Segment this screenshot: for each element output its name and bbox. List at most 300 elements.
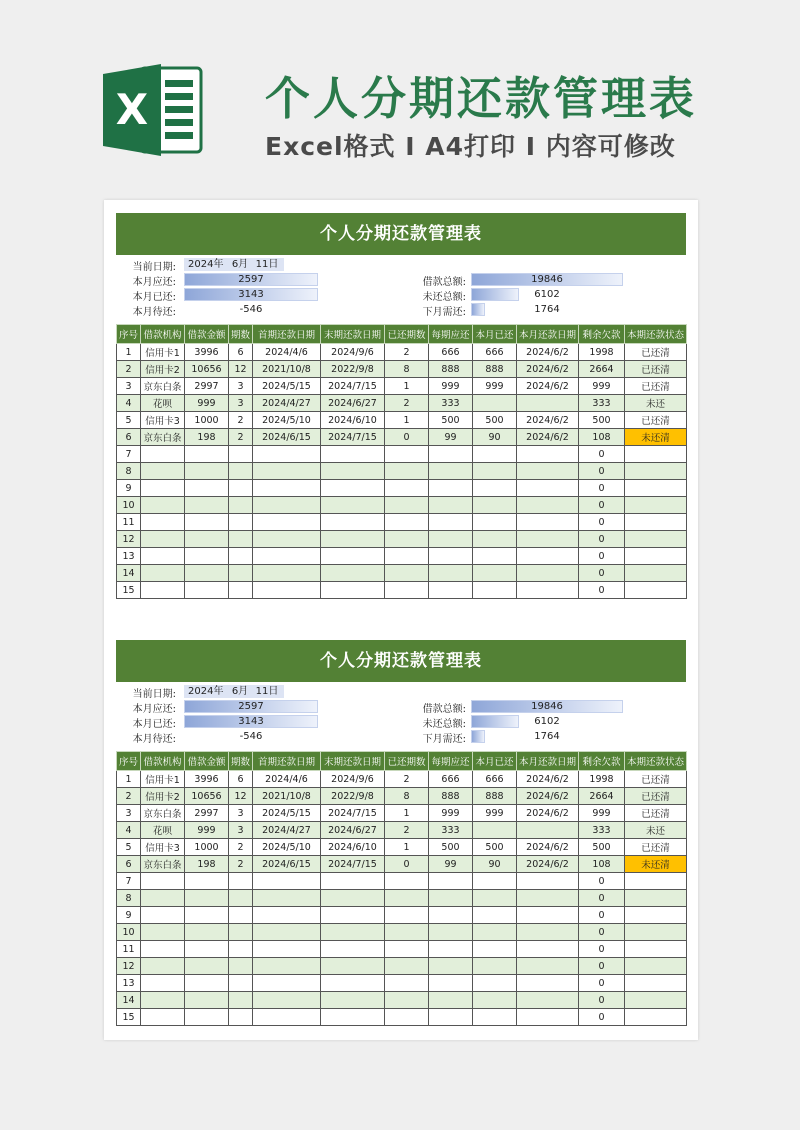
cell-last_date[interactable]: [321, 924, 385, 941]
cell-status[interactable]: [625, 463, 687, 480]
cell-periods[interactable]: 12: [229, 788, 253, 805]
cell-amount[interactable]: 198: [185, 856, 229, 873]
cell-month_date[interactable]: [517, 1009, 579, 1026]
cell-institution[interactable]: 京东白条: [141, 378, 185, 395]
cell-seq[interactable]: 2: [117, 788, 141, 805]
cell-first_date[interactable]: 2024/5/15: [253, 805, 321, 822]
cell-institution[interactable]: 信用卡1: [141, 344, 185, 361]
cell-month_paid[interactable]: 666: [473, 344, 517, 361]
cell-amount[interactable]: 1000: [185, 839, 229, 856]
cell-first_date[interactable]: 2024/6/15: [253, 429, 321, 446]
cell-institution[interactable]: [141, 497, 185, 514]
cell-status[interactable]: [625, 924, 687, 941]
cell-periods[interactable]: 12: [229, 361, 253, 378]
cell-paid_periods[interactable]: [385, 497, 429, 514]
cell-first_date[interactable]: [253, 907, 321, 924]
next-month-due-value[interactable]: 1764: [534, 304, 560, 315]
cell-last_date[interactable]: [321, 958, 385, 975]
cell-seq[interactable]: 6: [117, 429, 141, 446]
cell-paid_periods[interactable]: 1: [385, 805, 429, 822]
cell-month_date[interactable]: 2024/6/2: [517, 361, 579, 378]
cell-periods[interactable]: [229, 873, 253, 890]
cell-month_date[interactable]: 2024/6/2: [517, 856, 579, 873]
cell-month_date[interactable]: [517, 822, 579, 839]
cell-paid_periods[interactable]: 8: [385, 788, 429, 805]
cell-amount[interactable]: [185, 958, 229, 975]
cell-first_date[interactable]: [253, 548, 321, 565]
cell-per_period[interactable]: 666: [429, 771, 473, 788]
cell-remaining[interactable]: 333: [579, 822, 625, 839]
cell-periods[interactable]: 2: [229, 839, 253, 856]
cell-status[interactable]: [625, 992, 687, 1009]
cell-paid_periods[interactable]: 1: [385, 839, 429, 856]
cell-amount[interactable]: [185, 548, 229, 565]
cell-status[interactable]: [625, 565, 687, 582]
cell-seq[interactable]: 1: [117, 344, 141, 361]
cell-institution[interactable]: [141, 1009, 185, 1026]
cell-month_date[interactable]: 2024/6/2: [517, 344, 579, 361]
cell-month_paid[interactable]: [473, 822, 517, 839]
cell-first_date[interactable]: 2024/4/6: [253, 344, 321, 361]
cell-month_paid[interactable]: [473, 1009, 517, 1026]
cell-periods[interactable]: 2: [229, 856, 253, 873]
cell-seq[interactable]: 14: [117, 992, 141, 1009]
cell-paid_periods[interactable]: [385, 446, 429, 463]
cell-per_period[interactable]: 333: [429, 822, 473, 839]
cell-first_date[interactable]: [253, 514, 321, 531]
cell-remaining[interactable]: 0: [579, 514, 625, 531]
month-paid-value[interactable]: 3143: [238, 289, 264, 300]
cell-per_period[interactable]: [429, 514, 473, 531]
cell-paid_periods[interactable]: [385, 924, 429, 941]
cell-institution[interactable]: 信用卡3: [141, 839, 185, 856]
cell-status[interactable]: 未还清: [625, 856, 687, 873]
cell-remaining[interactable]: 0: [579, 531, 625, 548]
cell-amount[interactable]: 198: [185, 429, 229, 446]
cell-institution[interactable]: [141, 975, 185, 992]
cell-month_paid[interactable]: 666: [473, 771, 517, 788]
cell-month_date[interactable]: [517, 395, 579, 412]
cell-first_date[interactable]: [253, 463, 321, 480]
total-borrow-value[interactable]: 19846: [531, 274, 563, 285]
cell-periods[interactable]: 3: [229, 805, 253, 822]
cell-seq[interactable]: 13: [117, 975, 141, 992]
cell-last_date[interactable]: 2022/9/8: [321, 361, 385, 378]
cell-month_date[interactable]: [517, 941, 579, 958]
cell-amount[interactable]: [185, 975, 229, 992]
cell-paid_periods[interactable]: 0: [385, 429, 429, 446]
cell-month_paid[interactable]: [473, 958, 517, 975]
total-borrow-value[interactable]: 19846: [531, 701, 563, 712]
cell-remaining[interactable]: 500: [579, 412, 625, 429]
cell-paid_periods[interactable]: [385, 958, 429, 975]
cell-institution[interactable]: 花呗: [141, 822, 185, 839]
cell-periods[interactable]: 3: [229, 395, 253, 412]
cell-status[interactable]: [625, 446, 687, 463]
cell-amount[interactable]: [185, 941, 229, 958]
cell-last_date[interactable]: [321, 446, 385, 463]
cell-per_period[interactable]: [429, 497, 473, 514]
cell-remaining[interactable]: 0: [579, 992, 625, 1009]
cell-periods[interactable]: 2: [229, 412, 253, 429]
cell-month_date[interactable]: 2024/6/2: [517, 839, 579, 856]
cell-seq[interactable]: 15: [117, 582, 141, 599]
cell-periods[interactable]: [229, 480, 253, 497]
cell-month_date[interactable]: [517, 514, 579, 531]
cell-last_date[interactable]: 2022/9/8: [321, 788, 385, 805]
cell-last_date[interactable]: [321, 1009, 385, 1026]
cell-institution[interactable]: [141, 531, 185, 548]
cell-paid_periods[interactable]: [385, 463, 429, 480]
cell-paid_periods[interactable]: 0: [385, 856, 429, 873]
cell-remaining[interactable]: 0: [579, 924, 625, 941]
cell-periods[interactable]: [229, 446, 253, 463]
cell-status[interactable]: 已还清: [625, 839, 687, 856]
cell-remaining[interactable]: 2664: [579, 361, 625, 378]
cell-month_paid[interactable]: [473, 514, 517, 531]
cell-paid_periods[interactable]: [385, 565, 429, 582]
cell-month_date[interactable]: 2024/6/2: [517, 412, 579, 429]
cell-institution[interactable]: [141, 480, 185, 497]
cell-per_period[interactable]: 500: [429, 412, 473, 429]
cell-paid_periods[interactable]: [385, 890, 429, 907]
cell-per_period[interactable]: 888: [429, 361, 473, 378]
cell-month_date[interactable]: 2024/6/2: [517, 805, 579, 822]
cell-seq[interactable]: 5: [117, 412, 141, 429]
cell-month_paid[interactable]: 888: [473, 788, 517, 805]
cell-seq[interactable]: 8: [117, 890, 141, 907]
cell-month_date[interactable]: [517, 565, 579, 582]
month-due-value[interactable]: 2597: [238, 701, 264, 712]
cell-status[interactable]: [625, 975, 687, 992]
cell-status[interactable]: 已还清: [625, 378, 687, 395]
cell-per_period[interactable]: [429, 582, 473, 599]
cell-remaining[interactable]: 2664: [579, 788, 625, 805]
cell-paid_periods[interactable]: [385, 582, 429, 599]
cell-last_date[interactable]: 2024/6/27: [321, 395, 385, 412]
cell-remaining[interactable]: 0: [579, 1009, 625, 1026]
cell-first_date[interactable]: [253, 924, 321, 941]
cell-seq[interactable]: 5: [117, 839, 141, 856]
cell-amount[interactable]: [185, 907, 229, 924]
cell-status[interactable]: [625, 890, 687, 907]
total-unpaid-value[interactable]: 6102: [534, 716, 560, 727]
cell-seq[interactable]: 10: [117, 497, 141, 514]
cell-amount[interactable]: [185, 565, 229, 582]
cell-month_paid[interactable]: [473, 548, 517, 565]
cell-status[interactable]: 未还清: [625, 429, 687, 446]
cell-seq[interactable]: 6: [117, 856, 141, 873]
cell-amount[interactable]: [185, 514, 229, 531]
cell-seq[interactable]: 11: [117, 941, 141, 958]
cell-month_paid[interactable]: 90: [473, 429, 517, 446]
cell-amount[interactable]: [185, 463, 229, 480]
cell-paid_periods[interactable]: 2: [385, 771, 429, 788]
cell-institution[interactable]: [141, 463, 185, 480]
cell-status[interactable]: [625, 958, 687, 975]
cell-month_paid[interactable]: [473, 890, 517, 907]
cell-seq[interactable]: 12: [117, 531, 141, 548]
cell-paid_periods[interactable]: [385, 480, 429, 497]
cell-periods[interactable]: 3: [229, 378, 253, 395]
cell-paid_periods[interactable]: 2: [385, 395, 429, 412]
cell-first_date[interactable]: 2024/4/27: [253, 822, 321, 839]
cell-paid_periods[interactable]: [385, 531, 429, 548]
cell-periods[interactable]: 2: [229, 429, 253, 446]
cell-month_paid[interactable]: [473, 395, 517, 412]
cell-last_date[interactable]: [321, 992, 385, 1009]
cell-last_date[interactable]: 2024/9/6: [321, 344, 385, 361]
cell-last_date[interactable]: 2024/6/27: [321, 822, 385, 839]
cell-paid_periods[interactable]: [385, 941, 429, 958]
cell-last_date[interactable]: [321, 463, 385, 480]
cell-amount[interactable]: 999: [185, 395, 229, 412]
cell-month_date[interactable]: 2024/6/2: [517, 429, 579, 446]
cell-per_period[interactable]: [429, 565, 473, 582]
cell-institution[interactable]: [141, 514, 185, 531]
cell-month_paid[interactable]: [473, 975, 517, 992]
cell-first_date[interactable]: 2021/10/8: [253, 361, 321, 378]
cell-paid_periods[interactable]: [385, 514, 429, 531]
cell-last_date[interactable]: [321, 514, 385, 531]
cell-remaining[interactable]: 0: [579, 907, 625, 924]
cell-month_paid[interactable]: [473, 531, 517, 548]
cell-status[interactable]: 已还清: [625, 412, 687, 429]
cell-amount[interactable]: 999: [185, 822, 229, 839]
cell-remaining[interactable]: 108: [579, 856, 625, 873]
cell-per_period[interactable]: [429, 531, 473, 548]
cell-periods[interactable]: [229, 941, 253, 958]
cell-per_period[interactable]: [429, 992, 473, 1009]
cell-per_period[interactable]: [429, 958, 473, 975]
cell-per_period[interactable]: [429, 941, 473, 958]
cell-month_paid[interactable]: 999: [473, 378, 517, 395]
cell-status[interactable]: [625, 548, 687, 565]
cell-institution[interactable]: [141, 446, 185, 463]
cell-month_paid[interactable]: [473, 873, 517, 890]
cell-institution[interactable]: [141, 958, 185, 975]
cell-last_date[interactable]: [321, 497, 385, 514]
cell-month_paid[interactable]: [473, 565, 517, 582]
cell-seq[interactable]: 9: [117, 480, 141, 497]
cell-amount[interactable]: 3996: [185, 344, 229, 361]
cell-first_date[interactable]: 2024/4/6: [253, 771, 321, 788]
cell-status[interactable]: 已还清: [625, 361, 687, 378]
cell-remaining[interactable]: 0: [579, 497, 625, 514]
cell-last_date[interactable]: [321, 480, 385, 497]
cell-remaining[interactable]: 0: [579, 463, 625, 480]
cell-remaining[interactable]: 0: [579, 890, 625, 907]
cell-amount[interactable]: [185, 582, 229, 599]
cell-periods[interactable]: [229, 1009, 253, 1026]
cell-periods[interactable]: [229, 924, 253, 941]
next-month-due-value[interactable]: 1764: [534, 731, 560, 742]
cell-per_period[interactable]: 888: [429, 788, 473, 805]
cell-status[interactable]: [625, 907, 687, 924]
cell-seq[interactable]: 4: [117, 395, 141, 412]
total-unpaid-value[interactable]: 6102: [534, 289, 560, 300]
cell-first_date[interactable]: [253, 582, 321, 599]
cell-first_date[interactable]: [253, 1009, 321, 1026]
cell-month_date[interactable]: [517, 531, 579, 548]
cell-paid_periods[interactable]: 1: [385, 378, 429, 395]
cell-first_date[interactable]: [253, 480, 321, 497]
cell-first_date[interactable]: [253, 975, 321, 992]
cell-periods[interactable]: [229, 907, 253, 924]
cell-month_date[interactable]: [517, 890, 579, 907]
cell-last_date[interactable]: [321, 890, 385, 907]
cell-seq[interactable]: 3: [117, 378, 141, 395]
cell-seq[interactable]: 14: [117, 565, 141, 582]
cell-amount[interactable]: 10656: [185, 361, 229, 378]
cell-periods[interactable]: [229, 958, 253, 975]
cell-paid_periods[interactable]: [385, 992, 429, 1009]
cell-month_paid[interactable]: [473, 446, 517, 463]
cell-amount[interactable]: 10656: [185, 788, 229, 805]
cell-remaining[interactable]: 0: [579, 446, 625, 463]
cell-seq[interactable]: 8: [117, 463, 141, 480]
cell-last_date[interactable]: [321, 582, 385, 599]
cell-per_period[interactable]: 99: [429, 429, 473, 446]
cell-paid_periods[interactable]: [385, 975, 429, 992]
cell-month_date[interactable]: 2024/6/2: [517, 771, 579, 788]
cell-amount[interactable]: [185, 480, 229, 497]
cell-per_period[interactable]: [429, 548, 473, 565]
cell-periods[interactable]: [229, 463, 253, 480]
cell-first_date[interactable]: [253, 890, 321, 907]
cell-institution[interactable]: [141, 907, 185, 924]
cell-amount[interactable]: [185, 1009, 229, 1026]
cell-amount[interactable]: [185, 531, 229, 548]
cell-status[interactable]: [625, 1009, 687, 1026]
cell-month_date[interactable]: [517, 548, 579, 565]
cell-amount[interactable]: [185, 497, 229, 514]
cell-periods[interactable]: [229, 565, 253, 582]
cell-first_date[interactable]: [253, 497, 321, 514]
cell-first_date[interactable]: 2024/4/27: [253, 395, 321, 412]
cell-institution[interactable]: 京东白条: [141, 805, 185, 822]
cell-periods[interactable]: 6: [229, 344, 253, 361]
cell-status[interactable]: 未还: [625, 822, 687, 839]
cell-periods[interactable]: [229, 548, 253, 565]
cell-seq[interactable]: 11: [117, 514, 141, 531]
cell-month_date[interactable]: [517, 873, 579, 890]
cell-month_date[interactable]: [517, 924, 579, 941]
cell-month_date[interactable]: [517, 497, 579, 514]
cell-per_period[interactable]: [429, 907, 473, 924]
cell-remaining[interactable]: 333: [579, 395, 625, 412]
cell-seq[interactable]: 4: [117, 822, 141, 839]
cell-month_date[interactable]: [517, 480, 579, 497]
cell-last_date[interactable]: 2024/7/15: [321, 856, 385, 873]
cell-month_paid[interactable]: [473, 924, 517, 941]
cell-institution[interactable]: 信用卡2: [141, 788, 185, 805]
cell-remaining[interactable]: 999: [579, 378, 625, 395]
cell-status[interactable]: [625, 514, 687, 531]
cell-institution[interactable]: 花呗: [141, 395, 185, 412]
cell-institution[interactable]: [141, 992, 185, 1009]
cell-paid_periods[interactable]: 1: [385, 412, 429, 429]
cell-month_date[interactable]: 2024/6/2: [517, 788, 579, 805]
cell-periods[interactable]: 6: [229, 771, 253, 788]
cell-remaining[interactable]: 1998: [579, 344, 625, 361]
cell-first_date[interactable]: [253, 873, 321, 890]
cell-per_period[interactable]: 666: [429, 344, 473, 361]
cell-last_date[interactable]: [321, 941, 385, 958]
cell-month_date[interactable]: [517, 958, 579, 975]
cell-per_period[interactable]: [429, 924, 473, 941]
cell-first_date[interactable]: [253, 565, 321, 582]
cell-last_date[interactable]: [321, 907, 385, 924]
cell-institution[interactable]: 信用卡3: [141, 412, 185, 429]
cell-paid_periods[interactable]: [385, 873, 429, 890]
cell-month_paid[interactable]: [473, 907, 517, 924]
cell-seq[interactable]: 7: [117, 873, 141, 890]
cell-month_paid[interactable]: 999: [473, 805, 517, 822]
cell-seq[interactable]: 15: [117, 1009, 141, 1026]
cell-periods[interactable]: [229, 497, 253, 514]
cell-last_date[interactable]: 2024/6/10: [321, 412, 385, 429]
cell-paid_periods[interactable]: 2: [385, 822, 429, 839]
cell-last_date[interactable]: 2024/9/6: [321, 771, 385, 788]
cell-month_paid[interactable]: [473, 480, 517, 497]
cell-amount[interactable]: 2997: [185, 805, 229, 822]
cell-per_period[interactable]: 99: [429, 856, 473, 873]
cell-institution[interactable]: [141, 873, 185, 890]
cell-month_paid[interactable]: [473, 941, 517, 958]
cell-first_date[interactable]: [253, 992, 321, 1009]
cell-remaining[interactable]: 0: [579, 548, 625, 565]
cell-periods[interactable]: 3: [229, 822, 253, 839]
cell-month_date[interactable]: [517, 582, 579, 599]
cell-last_date[interactable]: [321, 531, 385, 548]
cell-status[interactable]: 已还清: [625, 771, 687, 788]
cell-last_date[interactable]: 2024/6/10: [321, 839, 385, 856]
cell-status[interactable]: [625, 941, 687, 958]
cell-seq[interactable]: 3: [117, 805, 141, 822]
cell-first_date[interactable]: 2024/6/15: [253, 856, 321, 873]
cell-seq[interactable]: 2: [117, 361, 141, 378]
cell-last_date[interactable]: [321, 565, 385, 582]
cell-remaining[interactable]: 0: [579, 565, 625, 582]
cell-seq[interactable]: 7: [117, 446, 141, 463]
month-pending-value[interactable]: -546: [239, 304, 263, 315]
cell-remaining[interactable]: 999: [579, 805, 625, 822]
cell-status[interactable]: 已还清: [625, 344, 687, 361]
cell-first_date[interactable]: [253, 941, 321, 958]
cell-remaining[interactable]: 108: [579, 429, 625, 446]
cell-institution[interactable]: [141, 565, 185, 582]
cell-first_date[interactable]: 2024/5/15: [253, 378, 321, 395]
cell-month_date[interactable]: 2024/6/2: [517, 378, 579, 395]
cell-amount[interactable]: [185, 992, 229, 1009]
cell-per_period[interactable]: [429, 463, 473, 480]
cell-month_date[interactable]: [517, 907, 579, 924]
cell-institution[interactable]: [141, 924, 185, 941]
cell-institution[interactable]: [141, 890, 185, 907]
cell-seq[interactable]: 9: [117, 907, 141, 924]
cell-last_date[interactable]: [321, 975, 385, 992]
cell-per_period[interactable]: [429, 1009, 473, 1026]
cell-status[interactable]: [625, 582, 687, 599]
cell-month_paid[interactable]: [473, 463, 517, 480]
cell-month_date[interactable]: [517, 463, 579, 480]
cell-remaining[interactable]: 0: [579, 873, 625, 890]
month-due-value[interactable]: 2597: [238, 274, 264, 285]
cell-per_period[interactable]: 999: [429, 378, 473, 395]
cell-periods[interactable]: [229, 992, 253, 1009]
cell-per_period[interactable]: 333: [429, 395, 473, 412]
